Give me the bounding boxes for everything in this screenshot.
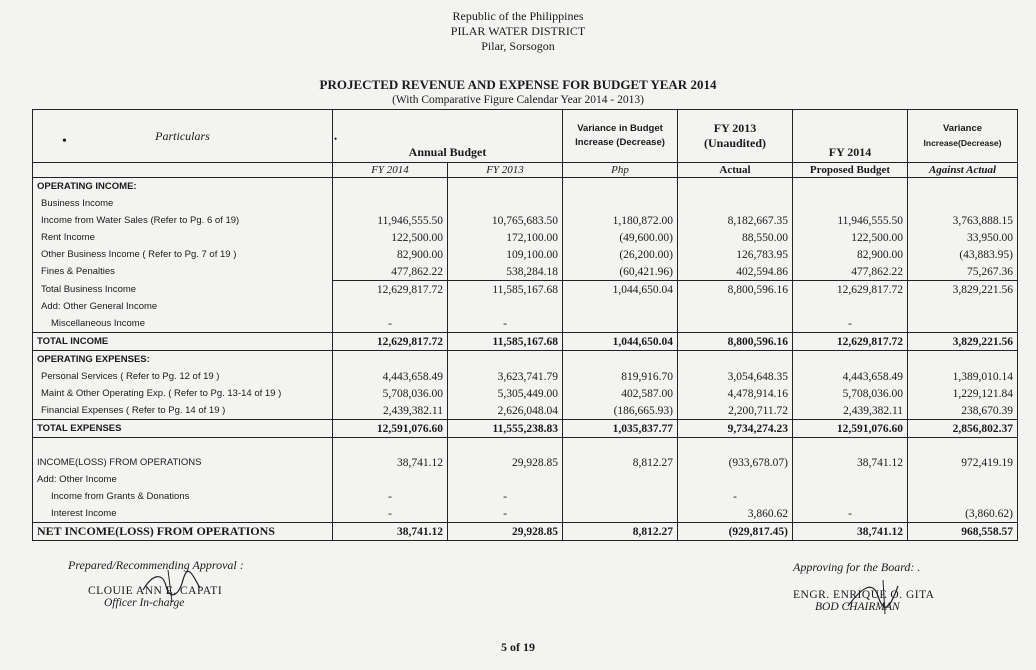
row-value: 538,284.18 (448, 263, 563, 281)
row-value: 29,928.85 (448, 454, 563, 471)
row-label: Income from Water Sales (Refer to Pg. 6 of 19) (33, 212, 333, 229)
table-row (33, 402, 1018, 420)
row-value: 3,763,888.15 (908, 212, 1018, 229)
row-value: 5,305,449.00 (448, 385, 563, 402)
row-value: 477,862.22 (793, 263, 908, 281)
row-value: 126,783.95 (678, 246, 793, 263)
row-label: Add: Other General Income (33, 298, 333, 315)
prepared-role: Officer In-charge (104, 597, 185, 609)
row-value: (933,678.07) (678, 454, 793, 471)
row-label: Interest Income (33, 505, 333, 523)
row-value: 819,916.70 (563, 368, 678, 385)
table-row (33, 212, 1018, 229)
row-value: 38,741.12 (793, 523, 908, 541)
row-value: 75,267.36 (908, 263, 1018, 281)
row-value: - (333, 505, 448, 523)
row-value: 122,500.00 (793, 229, 908, 246)
row-label: OPERATING EXPENSES: (33, 351, 333, 369)
row-value (563, 438, 678, 455)
row-value: 11,946,555.50 (793, 212, 908, 229)
col-variance-budget-line1: Variance in Budget (577, 123, 663, 134)
row-label: Income from Grants & Donations (33, 488, 333, 505)
prepared-label: Prepared/Recommending Approval : (68, 558, 244, 572)
subheader-fy2014: FY 2014 (333, 163, 448, 178)
row-value: 11,585,167.68 (448, 281, 563, 299)
row-label: Miscellaneous Income (33, 315, 333, 333)
approving-name: ENGR. ENRIQUE O. GITA (793, 589, 935, 601)
row-label: Fines & Penalties (33, 263, 333, 281)
row-value: (186,665.93) (563, 402, 678, 420)
row-value (793, 351, 908, 369)
row-value (448, 438, 563, 455)
row-value: (49,600.00) (563, 229, 678, 246)
row-label: Financial Expenses ( Refer to Pg. 14 of 19 ) (33, 402, 333, 420)
row-value: 4,443,658.49 (333, 368, 448, 385)
row-value (908, 195, 1018, 212)
table-row (33, 488, 1018, 505)
row-value (678, 195, 793, 212)
col-variance-budget-line2: Increase (Decrease) (575, 137, 665, 148)
row-value: 11,585,167.68 (448, 333, 563, 351)
table-row (33, 505, 1018, 523)
row-value: 5,708,036.00 (333, 385, 448, 402)
table-row (33, 351, 1018, 369)
row-value: 12,591,076.60 (793, 420, 908, 438)
row-value: 968,558.57 (908, 523, 1018, 541)
row-value: 11,555,238.83 (448, 420, 563, 438)
table-row (33, 368, 1018, 385)
row-value (793, 488, 908, 505)
row-value: 8,800,596.16 (678, 281, 793, 299)
col-fy2014-proposed: FY 2014 (793, 110, 908, 163)
row-value: 2,439,382.11 (793, 402, 908, 420)
row-value: 2,856,802.37 (908, 420, 1018, 438)
header-district: PILAR WATER DISTRICT (450, 24, 586, 38)
table-row (33, 195, 1018, 212)
row-value: 972,419.19 (908, 454, 1018, 471)
row-value: - (333, 488, 448, 505)
row-value: 1,180,872.00 (563, 212, 678, 229)
row-value: 402,594.86 (678, 263, 793, 281)
table-row (33, 246, 1018, 263)
row-value (678, 315, 793, 333)
row-value: 2,200,711.72 (678, 402, 793, 420)
table-row (33, 229, 1018, 246)
table-row (33, 471, 1018, 488)
row-value: 82,900.00 (333, 246, 448, 263)
row-value (908, 438, 1018, 455)
row-value: 109,100.00 (448, 246, 563, 263)
row-label: Other Business Income ( Refer to Pg. 7 of 19 ) (33, 246, 333, 263)
row-value: 3,829,221.56 (908, 333, 1018, 351)
row-label: INCOME(LOSS) FROM OPERATIONS (33, 454, 333, 471)
row-value: (60,421.96) (563, 263, 678, 281)
table-row (33, 385, 1018, 402)
col-variance-line2: Increase(Decrease) (923, 138, 1002, 148)
row-value: - (793, 505, 908, 523)
row-value: 11,946,555.50 (333, 212, 448, 229)
document-subtitle: (With Comparative Figure Calendar Year 2014 - 2013) (392, 94, 644, 106)
row-value: 172,100.00 (448, 229, 563, 246)
col-fy2013-line2: (Unaudited) (704, 136, 767, 150)
row-label: TOTAL INCOME (33, 333, 333, 351)
row-value (448, 298, 563, 315)
row-value: 402,587.00 (563, 385, 678, 402)
row-value: 477,862.22 (333, 263, 448, 281)
row-value: 12,629,817.72 (793, 281, 908, 299)
row-value (333, 195, 448, 212)
row-value (908, 488, 1018, 505)
row-value (678, 178, 793, 196)
row-value (678, 351, 793, 369)
row-value: 122,500.00 (333, 229, 448, 246)
header-republic: Republic of the Philippines (452, 9, 584, 23)
prepared-name: CLOUIE ANN E. CAPATI (88, 585, 223, 597)
row-value: 3,829,221.56 (908, 281, 1018, 299)
row-value: 8,182,667.35 (678, 212, 793, 229)
approving-signatory (793, 560, 935, 613)
row-value: 12,629,817.72 (333, 333, 448, 351)
row-label: Maint & Other Operating Exp. ( Refer to Pg. 13-14 of 19 ) (33, 385, 333, 402)
row-value: - (448, 488, 563, 505)
row-value (448, 178, 563, 196)
row-value: 4,443,658.49 (793, 368, 908, 385)
row-value: 12,629,817.72 (333, 281, 448, 299)
row-value: 9,734,274.23 (678, 420, 793, 438)
subheader-blank (33, 163, 333, 178)
row-value: 3,860.62 (678, 505, 793, 523)
subheader-actual: Actual (678, 163, 793, 178)
table-subheader-row (33, 163, 1018, 178)
prepared-signature (138, 568, 208, 602)
row-value (793, 471, 908, 488)
col-fy2013-actual (678, 110, 793, 163)
row-value (563, 195, 678, 212)
subheader-php: Php (563, 163, 678, 178)
col-variance-line1: Variance (942, 123, 983, 134)
row-label: NET INCOME(LOSS) FROM OPERATIONS (33, 523, 333, 541)
subheader-fy2013: FY 2013 (448, 163, 563, 178)
row-value: 88,550.00 (678, 229, 793, 246)
row-value: 38,741.12 (333, 454, 448, 471)
row-value (908, 315, 1018, 333)
row-value: 1,229,121.84 (908, 385, 1018, 402)
row-value: 1,044,650.04 (563, 281, 678, 299)
row-label: TOTAL EXPENSES (33, 420, 333, 438)
row-value: 1,389,010.14 (908, 368, 1018, 385)
row-label: Total Business Income (33, 281, 333, 299)
col-annual-budget: Annual Budget (333, 110, 563, 163)
row-value (333, 298, 448, 315)
row-value: (43,883.95) (908, 246, 1018, 263)
row-value (678, 298, 793, 315)
table-header-row (33, 110, 1018, 163)
row-value: 8,800,596.16 (678, 333, 793, 351)
row-value: 29,928.85 (448, 523, 563, 541)
approving-label: Approving for the Board: . (793, 560, 921, 574)
prepared-signatory (68, 558, 244, 609)
row-value: 8,812.27 (563, 523, 678, 541)
table-row (33, 523, 1018, 541)
row-value (333, 471, 448, 488)
row-value: 2,439,382.11 (333, 402, 448, 420)
row-value: (26,200.00) (563, 246, 678, 263)
row-value (563, 471, 678, 488)
row-value: - (333, 315, 448, 333)
header-location: Pilar, Sorsogon (481, 39, 555, 53)
table-row (33, 438, 1018, 455)
document-title: PROJECTED REVENUE AND EXPENSE FOR BUDGET YEAR 2014 (319, 77, 717, 92)
table-row (33, 420, 1018, 438)
subheader-against-actual: Against Actual (908, 163, 1018, 178)
row-value: - (793, 315, 908, 333)
row-label: Add: Other Income (33, 471, 333, 488)
row-value: 8,812.27 (563, 454, 678, 471)
row-value (563, 505, 678, 523)
approving-role: BOD CHAIRMAN (815, 601, 900, 613)
page-number: 5 of 19 (501, 640, 535, 654)
col-variance-budget (563, 110, 678, 163)
col-variance (908, 110, 1018, 163)
row-value (678, 438, 793, 455)
row-label: Personal Services ( Refer to Pg. 12 of 19 ) (33, 368, 333, 385)
row-value: 4,478,914.16 (678, 385, 793, 402)
row-value (333, 351, 448, 369)
row-value: 38,741.12 (793, 454, 908, 471)
row-label: OPERATING INCOME: (33, 178, 333, 196)
table-row (33, 454, 1018, 471)
row-value (563, 298, 678, 315)
row-value (563, 178, 678, 196)
table-row (33, 333, 1018, 351)
row-value (333, 438, 448, 455)
row-value: 5,708,036.00 (793, 385, 908, 402)
table-row (33, 281, 1018, 299)
row-value: 12,591,076.60 (333, 420, 448, 438)
budget-table (32, 109, 1018, 541)
row-value: 33,950.00 (908, 229, 1018, 246)
row-value: - (448, 505, 563, 523)
row-value: 2,626,048.04 (448, 402, 563, 420)
row-value (793, 178, 908, 196)
row-value (908, 351, 1018, 369)
subheader-proposed-budget: Proposed Budget (793, 163, 908, 178)
bullet-mark-small: • (334, 134, 338, 144)
row-label: Business Income (33, 195, 333, 212)
row-value: 238,670.39 (908, 402, 1018, 420)
table-row (33, 263, 1018, 281)
row-value (563, 315, 678, 333)
row-value (793, 195, 908, 212)
row-value: 1,035,837.77 (563, 420, 678, 438)
row-label: Rent Income (33, 229, 333, 246)
row-value: 3,623,741.79 (448, 368, 563, 385)
row-value (793, 298, 908, 315)
row-value: - (678, 488, 793, 505)
table-row (33, 178, 1018, 196)
table-row (33, 315, 1018, 333)
bullet-mark: • (62, 134, 67, 149)
col-fy2013-line1: FY 2013 (713, 121, 757, 135)
row-value: 10,765,683.50 (448, 212, 563, 229)
row-value: 82,900.00 (793, 246, 908, 263)
row-value: (3,860.62) (908, 505, 1018, 523)
row-label (33, 438, 333, 455)
approving-signature (843, 576, 913, 616)
row-value (563, 351, 678, 369)
row-value: 3,054,648.35 (678, 368, 793, 385)
table-row (33, 298, 1018, 315)
row-value (908, 178, 1018, 196)
row-value: 1,044,650.04 (563, 333, 678, 351)
row-value: 12,629,817.72 (793, 333, 908, 351)
row-value: - (448, 315, 563, 333)
row-value: 38,741.12 (333, 523, 448, 541)
col-particulars: Particulars (33, 110, 333, 163)
row-value (678, 471, 793, 488)
row-value (448, 195, 563, 212)
row-value (908, 298, 1018, 315)
row-value (908, 471, 1018, 488)
row-value (333, 178, 448, 196)
row-value (793, 438, 908, 455)
row-value (563, 488, 678, 505)
row-value (448, 471, 563, 488)
row-value: (929,817.45) (678, 523, 793, 541)
row-value (448, 351, 563, 369)
